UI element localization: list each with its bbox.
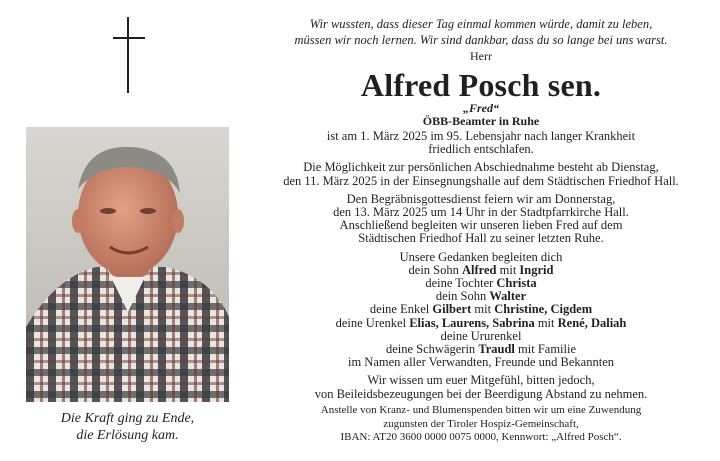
motto-line: Wir wussten, dass dieser Tag einmal kommen würde, damit zu leben,: [309, 17, 653, 31]
mourner-line: dein Sohn Alfred mit Ingrid: [408, 262, 554, 277]
caption-line: die Erlösung kam.: [76, 428, 179, 443]
death-notice-line: friedlich entschlafen.: [428, 142, 534, 157]
condolence-line: Wir wissen um euer Mitgefühl, bitten jedoch,: [367, 373, 595, 388]
death-notice-line: ist am 1. März 2025 im 95. Lebensjahr nach langer Krankheit: [326, 129, 636, 143]
notice-body: [250, 130, 712, 401]
mourner-line: deine Ururenkel: [440, 328, 522, 343]
mourner-line: deine Schwägerin Traudl mit Familie: [385, 342, 577, 357]
mourners-intro: Unsere Gedanken begleiten dich: [399, 249, 563, 264]
mourner-line: deine Tochter Christa: [425, 276, 537, 291]
condolence-line: von Beileidsbezeugungen bei der Beerdigung Abstand zu nehmen.: [314, 386, 648, 401]
mourner-line: dein Sohn Walter: [435, 289, 527, 304]
caption-line: Die Kraft ging zu Ende,: [60, 411, 195, 426]
motto-quote: [250, 17, 712, 48]
farewell-line: den 11. März 2025 in der Einsegnungshalle auf dem Städtischen Friedhof Hall.: [283, 173, 679, 188]
deceased-name: Alfred Posch sen.: [360, 67, 602, 103]
donation-line: IBAN: AT20 3600 0000 0075 0000, Kennwort: „Alfred Posch“.: [340, 431, 622, 444]
photo-caption: [26, 410, 229, 444]
cross-icon: [113, 17, 145, 93]
donation-line: Anstelle von Kranz- und Blumenspenden bitten wir um eine Zuwendung: [320, 404, 642, 416]
occupation-title: ÖBB-Beamter in Ruhe: [422, 114, 540, 128]
mourners-closing: im Namen aller Verwandten, Freunde und Bekannten: [347, 355, 614, 370]
mourner-line: deine Urenkel Elias, Laurens, Sabrina mit René, Daliah: [335, 315, 627, 330]
mourner-line: deine Enkel Gilbert mit Christine, Cigdem: [369, 302, 593, 317]
motto-line: müssen wir noch lernen. Wir sind dankbar, dass du so lange bei uns warst.: [294, 32, 668, 47]
donation-line: zugunsten der Tiroler Hospiz-Gemeinschaft,: [383, 417, 579, 430]
farewell-line: Die Möglichkeit zur persönlichen Abschiednahme besteht ab Dienstag,: [303, 160, 659, 175]
service-line: Den Begräbnisgottesdienst feiern wir am Donnerstag,: [346, 191, 616, 206]
service-line: Anschließend begleiten wir unseren lieben Fred auf dem: [339, 218, 623, 233]
nickname: „Fred“: [463, 101, 499, 115]
donation-note: [250, 404, 712, 445]
service-line: Städtischen Friedhof Hall zu seiner letzten Ruhe.: [358, 231, 604, 246]
honorific: Herr: [470, 49, 492, 63]
portrait-photo: [26, 127, 229, 402]
service-line: den 13. März 2025 um 14 Uhr in der Stadtpfarrkirche Hall.: [333, 205, 629, 220]
